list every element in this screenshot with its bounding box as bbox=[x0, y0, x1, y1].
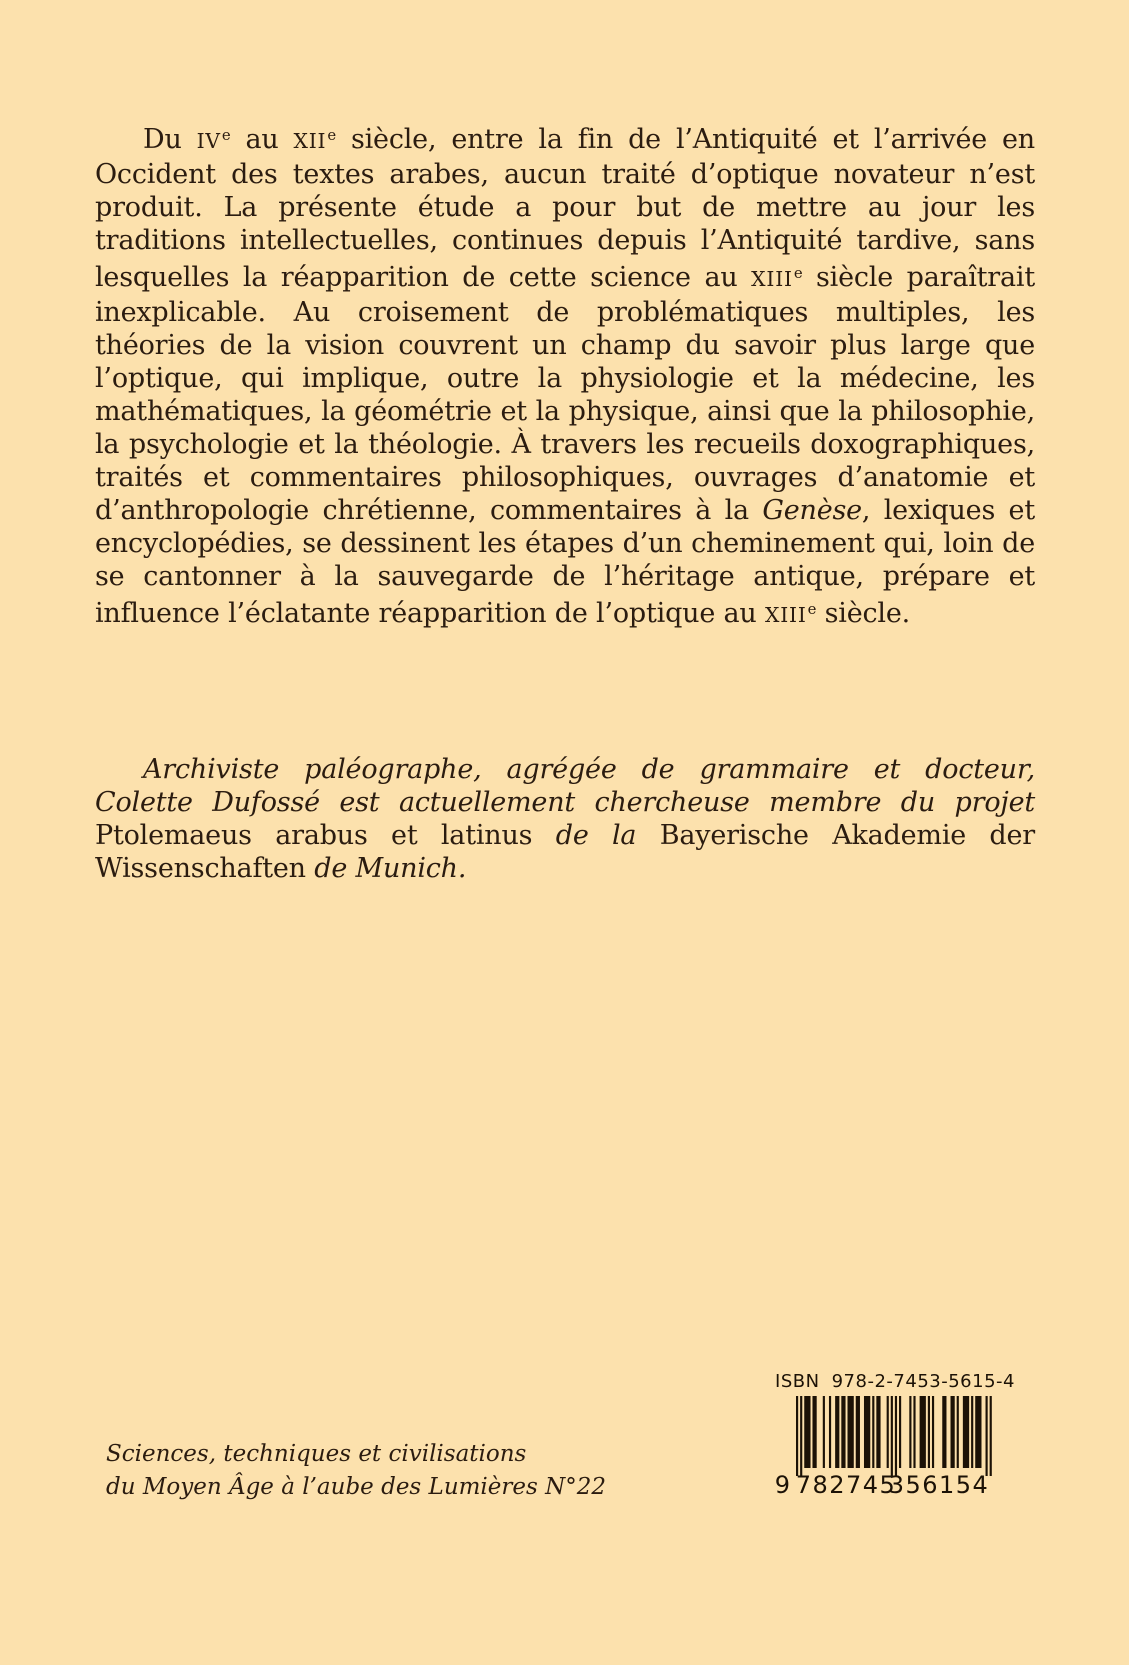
text-segment: siècle, entre la fin de l’Antiquité et l’arrivée en Occident des textes arabes, aucun traité d’optique novateur n’est produit. La présente étude a pour but de mettre au jour les traditions intellectuelles, continues depuis l’Antiquité tardive, sans lesquelles la réapparition de cette science au bbox=[95, 124, 1035, 294]
text-segment: de la bbox=[555, 820, 660, 851]
synopsis-paragraph bbox=[95, 119, 1035, 632]
text-segment: siècle. bbox=[816, 598, 911, 630]
text-segment: e bbox=[793, 264, 803, 283]
text-segment: Du bbox=[143, 124, 197, 156]
text-segment: e bbox=[327, 126, 336, 144]
text-segment: e bbox=[221, 126, 231, 144]
text-segment: IV bbox=[196, 129, 221, 154]
series-title bbox=[106, 1438, 606, 1503]
text-segment: Genèse bbox=[762, 495, 862, 527]
author-bio-paragraph bbox=[95, 753, 1035, 885]
text-segment: Ptolemaeus arabus et latinus bbox=[95, 820, 556, 851]
svg-text:9: 9 bbox=[774, 1471, 790, 1498]
isbn-barcode-block bbox=[772, 1371, 1015, 1498]
text-segment: XIII bbox=[764, 603, 807, 628]
text-segment: , lexiques et encyclopédies, se dessinent les étapes d’un cheminement qui, loin de se cantonner à la sauvegarde de l’héritage antique, prépare et influence l’éclatante réapparition de l’optique au bbox=[95, 495, 1035, 630]
svg-text:782745: 782745 bbox=[795, 1471, 897, 1498]
text-segment: Archiviste paléographe, agrégée de grammaire et docteur, Colette Dufossé est actuellement chercheuse membre du projet bbox=[95, 754, 1035, 818]
ean13-barcode bbox=[772, 1396, 994, 1498]
text-segment: e bbox=[807, 600, 817, 619]
text-segment: de Munich. bbox=[314, 853, 467, 884]
isbn-line bbox=[775, 1371, 1015, 1392]
text-segment: au bbox=[230, 124, 294, 156]
isbn-number: 978-2-7453-5615-4 bbox=[831, 1371, 1015, 1392]
text-segment: XIII bbox=[751, 267, 793, 292]
series-line-2: du Moyen Âge à l’aube des Lumières N°22 bbox=[106, 1473, 607, 1500]
text-segment: siècle paraîtrait inexplicable. Au croisement de problématiques multiples, les théories de la vision couvrent un champ du savoir plus large que l’optique, qui implique, outre la physiologie et la médecine, les mathématiques, la géométrie et la physique, ainsi que la philosophie, la psychologie et la théologie. À travers les recueils doxographiques, traités et commentaires philosophiques, ouvrages d’anatomie et d’anthropologie chrétienne, commentaires à la bbox=[95, 262, 1035, 527]
text-segment: XII bbox=[293, 129, 327, 154]
series-line-1: Sciences, techniques et civilisations bbox=[106, 1441, 527, 1467]
svg-text:356154: 356154 bbox=[888, 1471, 990, 1498]
text-segment: Bayerische Akademie der Wissenschaften bbox=[95, 820, 1035, 884]
isbn-label: ISBN bbox=[775, 1371, 820, 1392]
